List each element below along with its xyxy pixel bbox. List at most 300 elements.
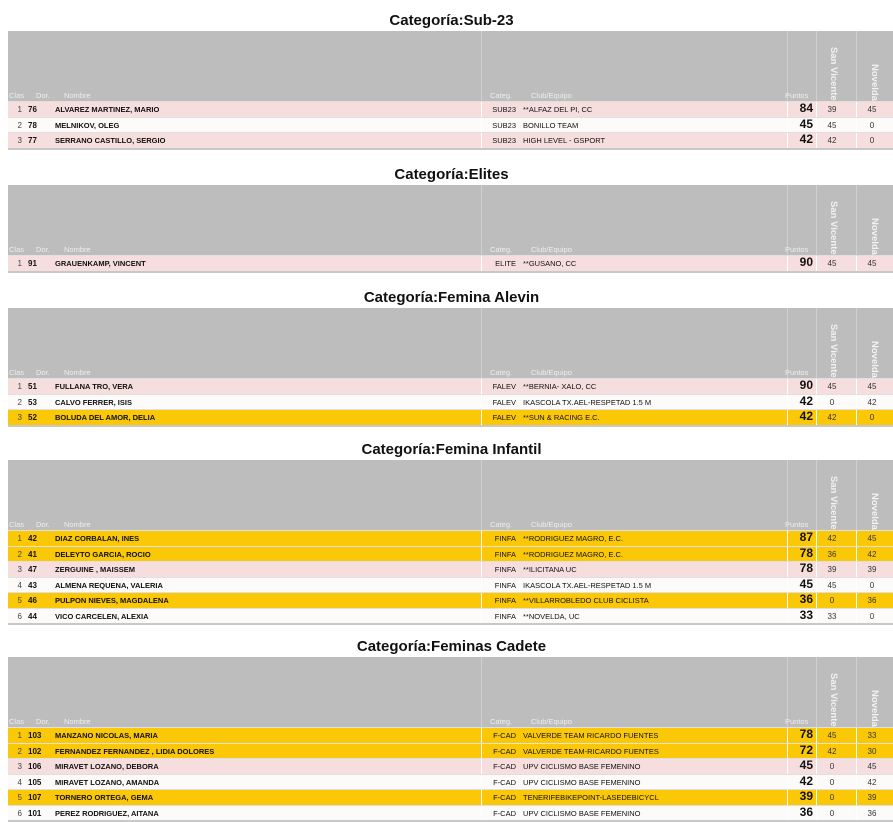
- cell-divider: [787, 379, 788, 394]
- category-cell: FALEV: [492, 382, 516, 391]
- cell-divider: [787, 547, 788, 562]
- category-cell: FINFA: [494, 565, 516, 574]
- table-row: [8, 117, 893, 133]
- bib-cell: 101: [28, 808, 42, 818]
- club-cell: **VILLARROBLEDO CLUB CICLISTA: [523, 596, 649, 605]
- rank-cell: 3: [17, 762, 22, 771]
- category-title: Categoría:Femina Alevin: [363, 289, 540, 306]
- results-table: [8, 657, 893, 822]
- cell-divider: [816, 775, 817, 790]
- points-cell: 45: [799, 758, 813, 772]
- race-san-vicente-points: 0: [829, 793, 835, 802]
- category-title: Categoría:Femina Infantil: [361, 441, 542, 458]
- cell-divider: [481, 562, 482, 577]
- rank-cell: 1: [17, 259, 22, 268]
- race-novelda-points: 0: [869, 136, 875, 145]
- header-club: Club/Equipo: [531, 91, 572, 100]
- race-san-vicente-points: 0: [829, 596, 835, 605]
- bib-cell: 106: [28, 762, 42, 771]
- cell-divider: [787, 410, 788, 425]
- header-club: Club/Equipo: [531, 717, 572, 726]
- cell-divider: [816, 256, 817, 271]
- bib-cell: 102: [28, 746, 42, 756]
- table-row: [8, 561, 893, 577]
- points-cell: 42: [799, 393, 813, 408]
- race-novelda-points: 0: [869, 611, 875, 621]
- rank-cell: 4: [17, 777, 22, 787]
- column-divider: [816, 657, 817, 727]
- cell-divider: [816, 531, 817, 546]
- cell-divider: [856, 410, 857, 425]
- category-cell: SUB23: [492, 120, 516, 130]
- race-san-vicente-points: 0: [829, 808, 835, 818]
- cell-divider: [856, 102, 857, 117]
- column-divider: [481, 657, 482, 727]
- column-divider: [816, 31, 817, 101]
- results-table: [8, 31, 893, 150]
- rider-name-cell: MIRAVET LOZANO, AMANDA: [55, 777, 160, 787]
- category-cell: F-CAD: [493, 777, 516, 787]
- race-novelda-points: 42: [867, 549, 877, 559]
- cell-divider: [481, 531, 482, 546]
- column-divider: [481, 460, 482, 530]
- points-cell: 84: [799, 101, 813, 115]
- cell-divider: [787, 790, 788, 805]
- category-cell: FALEV: [492, 397, 516, 407]
- rank-cell: 3: [17, 565, 22, 574]
- header-clas: Clas: [9, 717, 25, 726]
- category-title: Categoría:Elites: [394, 166, 509, 183]
- column-divider: [816, 308, 817, 378]
- results-table: [8, 460, 893, 625]
- cell-divider: [856, 578, 857, 593]
- club-cell: UPV CICLISMO BASE FEMENINO: [523, 808, 641, 818]
- club-cell: UPV CICLISMO BASE FEMENINO: [523, 777, 641, 787]
- rank-cell: 2: [17, 549, 22, 559]
- table-row: [8, 255, 893, 271]
- rider-name-cell: MIRAVET LOZANO, DEBORA: [55, 762, 159, 771]
- column-divider: [816, 460, 817, 530]
- header-puntos: Puntos: [785, 91, 809, 100]
- header-categ: Categ.: [490, 245, 513, 254]
- bib-cell: 53: [28, 397, 37, 407]
- header-nombre: Nombre: [64, 91, 91, 100]
- club-cell: **NOVELDA, UC: [523, 611, 580, 621]
- cell-divider: [481, 578, 482, 593]
- rider-name-cell: CALVO FERRER, ISIS: [55, 397, 132, 407]
- header-categ: Categ.: [490, 91, 513, 100]
- club-cell: IKASCOLA TX.AEL-RESPETAD 1.5 M: [523, 397, 652, 407]
- column-divider: [481, 185, 482, 255]
- points-cell: 87: [799, 530, 813, 544]
- cell-divider: [787, 562, 788, 577]
- points-cell: 42: [799, 773, 813, 788]
- points-cell: 39: [799, 789, 813, 803]
- header-race-novelda: Novelda: [869, 218, 880, 255]
- club-cell: **ILICITANA UC: [523, 565, 577, 574]
- race-san-vicente-points: 33: [827, 611, 837, 621]
- category-cell: F-CAD: [493, 762, 516, 771]
- category-cell: FINFA: [494, 580, 516, 590]
- column-divider: [481, 308, 482, 378]
- club-cell: UPV CICLISMO BASE FEMENINO: [523, 762, 641, 771]
- category-cell: FINFA: [494, 596, 516, 605]
- table-header: [8, 308, 893, 378]
- table-row: [8, 394, 893, 410]
- rider-name-cell: PULPON NIEVES, MAGDALENA: [55, 596, 169, 605]
- table-row: [8, 743, 893, 759]
- column-divider: [816, 185, 817, 255]
- header-puntos: Puntos: [785, 717, 809, 726]
- cell-divider: [787, 609, 788, 624]
- race-novelda-points: 0: [869, 120, 875, 130]
- rider-name-cell: MELNIKOV, OLEG: [55, 120, 120, 130]
- cell-divider: [816, 562, 817, 577]
- cell-divider: [816, 609, 817, 624]
- category-title: Categoría:Sub-23: [389, 12, 514, 29]
- points-cell: 78: [799, 727, 813, 741]
- header-club: Club/Equipo: [531, 245, 572, 254]
- club-cell: **GUSANO, CC: [523, 259, 577, 268]
- table-row: [8, 132, 893, 148]
- rider-name-cell: FERNANDEZ FERNANDEZ , LIDIA DOLORES: [55, 746, 215, 756]
- race-novelda-points: 39: [867, 793, 877, 802]
- header-clas: Clas: [9, 91, 25, 100]
- cell-divider: [787, 531, 788, 546]
- header-club: Club/Equipo: [531, 368, 572, 377]
- cell-divider: [481, 410, 482, 425]
- cell-divider: [816, 395, 817, 410]
- race-novelda-points: 45: [867, 762, 877, 771]
- header-clas: Clas: [9, 245, 25, 254]
- category-section: [0, 288, 893, 427]
- points-cell: 36: [799, 804, 813, 819]
- table-header: [8, 460, 893, 530]
- rider-name-cell: VICO CARCELEN, ALEXIA: [55, 611, 149, 621]
- cell-divider: [856, 256, 857, 271]
- cell-divider: [787, 744, 788, 759]
- category-cell: F-CAD: [493, 793, 516, 802]
- header-dor: Dor.: [36, 91, 50, 100]
- header-puntos: Puntos: [785, 520, 809, 529]
- points-cell: 90: [799, 255, 813, 269]
- club-cell: **RODRIGUEZ MAGRO, E.C.: [523, 549, 624, 559]
- cell-divider: [816, 744, 817, 759]
- header-puntos: Puntos: [785, 368, 809, 377]
- bib-cell: 47: [28, 565, 37, 574]
- rider-name-cell: MANZANO NICOLAS, MARIA: [55, 731, 158, 740]
- cell-divider: [856, 744, 857, 759]
- cell-divider: [481, 759, 482, 774]
- race-novelda-points: 42: [867, 777, 877, 787]
- rank-cell: 2: [17, 120, 22, 130]
- header-club: Club/Equipo: [531, 520, 572, 529]
- header-nombre: Nombre: [64, 717, 91, 726]
- table-header: [8, 31, 893, 101]
- rank-cell: 3: [17, 136, 22, 145]
- cell-divider: [787, 806, 788, 821]
- table-row: [8, 592, 893, 608]
- points-cell: 42: [799, 409, 813, 423]
- rank-cell: 3: [17, 413, 22, 422]
- header-dor: Dor.: [36, 520, 50, 529]
- cell-divider: [481, 118, 482, 133]
- header-dor: Dor.: [36, 717, 50, 726]
- column-divider: [481, 31, 482, 101]
- cell-divider: [787, 133, 788, 148]
- rank-cell: 1: [17, 731, 22, 740]
- points-cell: 33: [799, 607, 813, 622]
- header-race-san-vicente: San Vicente: [828, 47, 839, 101]
- header-puntos: Puntos: [785, 245, 809, 254]
- bib-cell: 41: [28, 549, 37, 559]
- race-novelda-points: 39: [867, 565, 877, 574]
- header-clas: Clas: [9, 520, 25, 529]
- header-race-san-vicente: San Vicente: [828, 673, 839, 727]
- club-cell: BONILLO TEAM: [523, 120, 579, 130]
- race-san-vicente-points: 45: [827, 580, 837, 590]
- header-categ: Categ.: [490, 368, 513, 377]
- table-row: [8, 101, 893, 117]
- rider-name-cell: ALVAREZ MARTINEZ, MARIO: [55, 105, 160, 114]
- header-nombre: Nombre: [64, 368, 91, 377]
- header-dor: Dor.: [36, 245, 50, 254]
- cell-divider: [481, 102, 482, 117]
- cell-divider: [787, 759, 788, 774]
- race-san-vicente-points: 0: [829, 762, 835, 771]
- category-cell: FALEV: [492, 413, 516, 422]
- rank-cell: 5: [17, 793, 22, 802]
- category-section: [0, 637, 893, 822]
- cell-divider: [481, 133, 482, 148]
- club-cell: HIGH LEVEL - GSPORT: [523, 136, 606, 145]
- club-cell: VALVERDE TEAM-RICARDO FUENTES: [523, 746, 659, 756]
- column-divider: [856, 308, 857, 378]
- table-header: [8, 185, 893, 255]
- rider-name-cell: BOLUDA DEL AMOR, DELIA: [55, 413, 156, 422]
- points-cell: 78: [799, 545, 813, 560]
- club-cell: IKASCOLA TX.AEL-RESPETAD 1.5 M: [523, 580, 652, 590]
- club-cell: **ALFAZ DEL PI, CC: [523, 105, 593, 114]
- cell-divider: [481, 790, 482, 805]
- cell-divider: [856, 806, 857, 821]
- rank-cell: 4: [17, 580, 22, 590]
- header-race-san-vicente: San Vicente: [828, 324, 839, 378]
- race-novelda-points: 45: [867, 382, 877, 391]
- cell-divider: [787, 256, 788, 271]
- table-row: [8, 727, 893, 743]
- points-cell: 42: [799, 132, 813, 146]
- club-cell: **BERNIA- XALO, CC: [523, 382, 597, 391]
- bib-cell: 43: [28, 580, 37, 590]
- cell-divider: [816, 102, 817, 117]
- rank-cell: 1: [17, 105, 22, 114]
- cell-divider: [856, 118, 857, 133]
- cell-divider: [856, 790, 857, 805]
- race-san-vicente-points: 45: [827, 382, 837, 391]
- points-cell: 45: [799, 576, 813, 591]
- header-categ: Categ.: [490, 717, 513, 726]
- race-san-vicente-points: 0: [829, 397, 835, 407]
- cell-divider: [856, 133, 857, 148]
- header-categ: Categ.: [490, 520, 513, 529]
- cell-divider: [481, 728, 482, 743]
- column-divider: [856, 185, 857, 255]
- bib-cell: 52: [28, 413, 37, 422]
- cell-divider: [816, 759, 817, 774]
- rank-cell: 2: [17, 746, 22, 756]
- column-divider: [856, 657, 857, 727]
- table-row: [8, 789, 893, 805]
- table-row: [8, 608, 893, 624]
- race-san-vicente-points: 42: [827, 534, 837, 543]
- club-cell: **RODRIGUEZ MAGRO, E.C.: [523, 534, 624, 543]
- points-cell: 78: [799, 561, 813, 575]
- cell-divider: [481, 593, 482, 608]
- cell-divider: [787, 118, 788, 133]
- table-row: [8, 774, 893, 790]
- header-race-san-vicente: San Vicente: [828, 476, 839, 530]
- race-novelda-points: 36: [867, 808, 877, 818]
- header-race-novelda: Novelda: [869, 64, 880, 101]
- race-novelda-points: 33: [867, 731, 877, 740]
- cell-divider: [787, 728, 788, 743]
- header-clas: Clas: [9, 368, 25, 377]
- cell-divider: [856, 775, 857, 790]
- cell-divider: [787, 395, 788, 410]
- bib-cell: 91: [28, 259, 37, 268]
- header-race-novelda: Novelda: [869, 690, 880, 727]
- category-cell: SUB23: [492, 136, 516, 145]
- bib-cell: 46: [28, 596, 37, 605]
- cell-divider: [856, 379, 857, 394]
- race-novelda-points: 42: [867, 397, 877, 407]
- rider-name-cell: DIAZ CORBALAN, INES: [55, 534, 140, 543]
- cell-divider: [856, 547, 857, 562]
- bib-cell: 105: [28, 777, 42, 787]
- header-nombre: Nombre: [64, 520, 91, 529]
- rider-name-cell: TORNERO ORTEGA, GEMA: [55, 793, 154, 802]
- race-novelda-points: 45: [867, 534, 877, 543]
- cell-divider: [816, 410, 817, 425]
- table-row: [8, 546, 893, 562]
- points-cell: 36: [799, 592, 813, 606]
- cell-divider: [816, 133, 817, 148]
- category-cell: ELITE: [495, 259, 516, 268]
- results-table: [8, 185, 893, 273]
- cell-divider: [816, 547, 817, 562]
- rank-cell: 6: [17, 808, 22, 818]
- cell-divider: [856, 728, 857, 743]
- rider-name-cell: FULLANA TRO, VERA: [55, 382, 134, 391]
- race-san-vicente-points: 45: [827, 120, 837, 130]
- column-divider: [856, 460, 857, 530]
- bib-cell: 77: [28, 136, 37, 145]
- category-section: [0, 440, 893, 625]
- race-novelda-points: 0: [869, 413, 875, 422]
- category-section: [0, 165, 893, 273]
- cell-divider: [481, 256, 482, 271]
- rank-cell: 6: [17, 611, 22, 621]
- points-cell: 90: [799, 378, 813, 392]
- table-header: [8, 657, 893, 727]
- rank-cell: 5: [17, 596, 22, 605]
- rank-cell: 2: [17, 397, 22, 407]
- points-cell: 72: [799, 742, 813, 757]
- race-san-vicente-points: 39: [827, 105, 837, 114]
- cell-divider: [481, 547, 482, 562]
- header-race-san-vicente: San Vicente: [828, 201, 839, 255]
- table-row: [8, 530, 893, 546]
- race-novelda-points: 45: [867, 105, 877, 114]
- points-cell: 45: [799, 116, 813, 131]
- race-novelda-points: 45: [867, 259, 877, 268]
- race-novelda-points: 30: [867, 746, 877, 756]
- header-nombre: Nombre: [64, 245, 91, 254]
- header-dor: Dor.: [36, 368, 50, 377]
- cell-divider: [787, 593, 788, 608]
- race-san-vicente-points: 42: [827, 413, 837, 422]
- table-row: [8, 577, 893, 593]
- rider-name-cell: ALMENA REQUENA, VALERIA: [55, 580, 163, 590]
- cell-divider: [787, 578, 788, 593]
- category-cell: F-CAD: [493, 808, 516, 818]
- rider-name-cell: ZERGUINE , MAISSEM: [55, 565, 136, 574]
- results-table: [8, 308, 893, 427]
- column-divider: [856, 31, 857, 101]
- category-cell: SUB23: [492, 105, 516, 114]
- cell-divider: [481, 775, 482, 790]
- header-race-novelda: Novelda: [869, 341, 880, 378]
- cell-divider: [481, 744, 482, 759]
- cell-divider: [856, 395, 857, 410]
- category-cell: FINFA: [494, 534, 516, 543]
- race-san-vicente-points: 39: [827, 565, 837, 574]
- race-san-vicente-points: 42: [827, 136, 837, 145]
- club-cell: VALVERDE TEAM RICARDO FUENTES: [523, 731, 659, 740]
- bib-cell: 103: [28, 731, 42, 740]
- race-novelda-points: 36: [867, 596, 877, 605]
- cell-divider: [856, 562, 857, 577]
- rider-name-cell: GRAUENKAMP, VINCENT: [55, 259, 146, 268]
- table-row: [8, 409, 893, 425]
- bib-cell: 76: [28, 105, 37, 114]
- bib-cell: 78: [28, 120, 37, 130]
- category-section: [0, 11, 893, 150]
- race-san-vicente-points: 45: [827, 259, 837, 268]
- cell-divider: [481, 806, 482, 821]
- cell-divider: [481, 395, 482, 410]
- header-race-novelda: Novelda: [869, 493, 880, 530]
- race-san-vicente-points: 45: [827, 731, 837, 740]
- race-san-vicente-points: 0: [829, 777, 835, 787]
- table-row: [8, 378, 893, 394]
- club-cell: **SUN & RACING E.C.: [523, 413, 600, 422]
- category-cell: F-CAD: [493, 731, 516, 740]
- table-row: [8, 758, 893, 774]
- cell-divider: [816, 806, 817, 821]
- cell-divider: [816, 790, 817, 805]
- cell-divider: [481, 609, 482, 624]
- cell-divider: [856, 609, 857, 624]
- club-cell: TENERIFEBIKEPOINT-LASEDEBICYCL: [523, 793, 659, 802]
- cell-divider: [787, 775, 788, 790]
- cell-divider: [856, 531, 857, 546]
- rider-name-cell: PEREZ RODRIGUEZ, AITANA: [55, 808, 159, 818]
- cell-divider: [787, 102, 788, 117]
- cell-divider: [816, 379, 817, 394]
- cell-divider: [816, 118, 817, 133]
